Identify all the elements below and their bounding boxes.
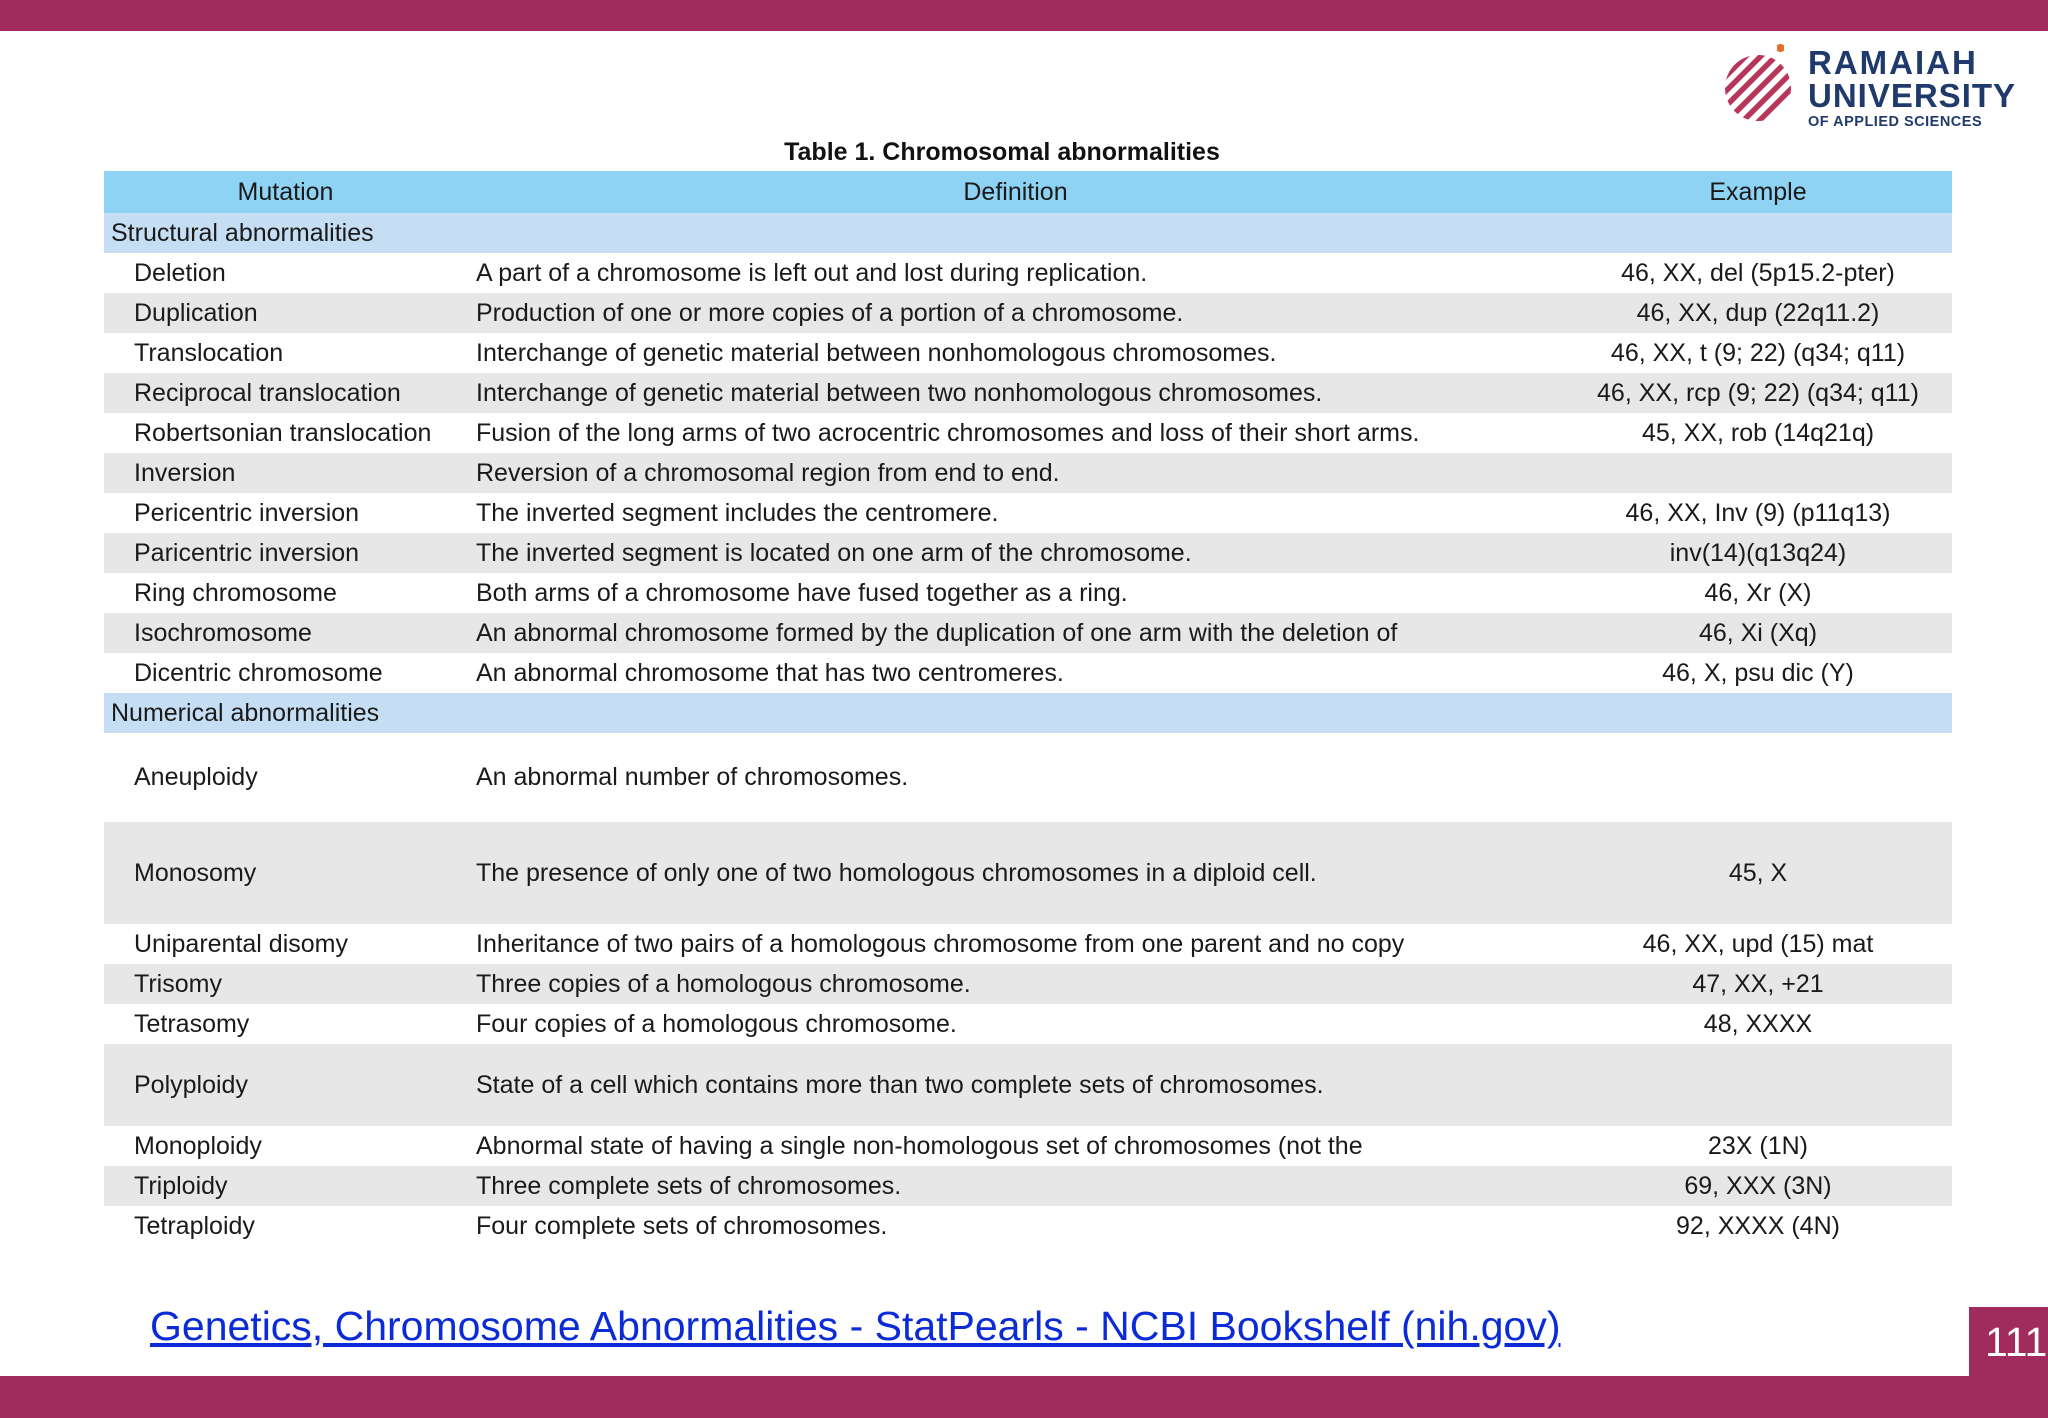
mutation-cell: Isochromosome bbox=[134, 618, 312, 647]
example-cell: 46, Xi (Xq) bbox=[1698, 618, 1818, 647]
table-row bbox=[104, 1166, 1952, 1206]
top-brand-bar bbox=[0, 0, 2048, 31]
table-row bbox=[104, 822, 1952, 924]
definition-cell: Four complete sets of chromosomes. bbox=[476, 1211, 888, 1240]
table-row bbox=[104, 1004, 1952, 1044]
definition-cell: An abnormal chromosome that has two centromeres. bbox=[476, 658, 1064, 687]
definition-cell: Fusion of the long arms of two acrocentric chromosomes and loss of their short arms. bbox=[476, 418, 1420, 447]
example-cell bbox=[1564, 453, 1952, 493]
example-cell: inv(14)(q13q24) bbox=[1669, 538, 1847, 567]
mutation-cell: Translocation bbox=[134, 338, 284, 367]
table-title-wrap bbox=[0, 138, 2048, 167]
mutation-cell: Duplication bbox=[134, 298, 258, 327]
table-row bbox=[104, 253, 1952, 293]
mutation-cell: Dicentric chromosome bbox=[134, 658, 383, 687]
definition-cell: Reversion of a chromosomal region from end to end. bbox=[476, 458, 1060, 487]
table-row bbox=[104, 373, 1952, 413]
section-row-structural bbox=[104, 213, 1952, 253]
example-cell: 46, Xr (X) bbox=[1704, 578, 1812, 607]
table-header-row bbox=[104, 171, 1952, 213]
definition-cell: Interchange of genetic material between nonhomologous chromosomes. bbox=[476, 338, 1277, 367]
logo-line-3: OF APPLIED SCIENCES bbox=[1808, 114, 1983, 130]
table-row bbox=[104, 1044, 1952, 1126]
table-row bbox=[104, 453, 1952, 493]
mutation-cell: Paricentric inversion bbox=[134, 538, 360, 567]
mutation-cell: Deletion bbox=[134, 258, 226, 287]
definition-cell: Interchange of genetic material between two nonhomologous chromosomes. bbox=[476, 378, 1323, 407]
mutation-cell: Tetraploidy bbox=[134, 1211, 255, 1240]
column-header-definition: Definition bbox=[963, 177, 1068, 206]
example-cell: 46, XX, dup (22q11.2) bbox=[1636, 298, 1880, 327]
table-row bbox=[104, 533, 1952, 573]
table-row bbox=[104, 413, 1952, 453]
definition-cell: State of a cell which contains more than two complete sets of chromosomes. bbox=[476, 1070, 1324, 1099]
example-cell: 47, XX, +21 bbox=[1692, 969, 1824, 998]
example-cell bbox=[1564, 1044, 1952, 1126]
definition-cell: Abnormal state of having a single non-homologous set of chromosomes (not the bbox=[476, 1131, 1363, 1160]
table-row bbox=[104, 613, 1952, 653]
example-cell: 45, XX, rob (14q21q) bbox=[1641, 418, 1875, 447]
example-cell: 46, XX, t (9; 22) (q34; q11) bbox=[1610, 338, 1906, 367]
definition-cell: Inheritance of two pairs of a homologous chromosome from one parent and no copy bbox=[476, 929, 1405, 958]
mutation-cell: Trisomy bbox=[134, 969, 222, 998]
example-cell: 46, XX, Inv (9) (p11q13) bbox=[1625, 498, 1891, 527]
mutation-cell: Pericentric inversion bbox=[134, 498, 360, 527]
chromosomal-abnormalities-table bbox=[104, 171, 1952, 1246]
logo-wordmark bbox=[1808, 46, 2016, 130]
table-title: Table 1. Chromosomal abnormalities bbox=[784, 138, 1220, 166]
mutation-cell: Inversion bbox=[134, 458, 236, 487]
example-cell: 69, XXX (3N) bbox=[1684, 1171, 1832, 1200]
definition-cell: The inverted segment includes the centromere. bbox=[476, 498, 999, 527]
definition-cell: Production of one or more copies of a portion of a chromosome. bbox=[476, 298, 1184, 327]
logo-emblem-icon bbox=[1722, 40, 1802, 132]
university-logo bbox=[1722, 40, 2022, 132]
example-cell: 46, X, psu dic (Y) bbox=[1662, 658, 1854, 687]
mutation-cell: Robertsonian translocation bbox=[134, 418, 432, 447]
mutation-cell: Reciprocal translocation bbox=[134, 378, 401, 407]
example-cell: 48, XXXX bbox=[1703, 1009, 1813, 1038]
table-row bbox=[104, 1126, 1952, 1166]
table-row bbox=[104, 964, 1952, 1004]
definition-cell: Both arms of a chromosome have fused together as a ring. bbox=[476, 578, 1128, 607]
mutation-cell: Polyploidy bbox=[134, 1070, 248, 1099]
page-number: 111 bbox=[1985, 1319, 2048, 1365]
source-link[interactable]: Genetics, Chromosome Abnormalities - StatPearls - NCBI Bookshelf (nih.gov) bbox=[150, 1303, 1561, 1349]
definition-cell: The presence of only one of two homologous chromosomes in a diploid cell. bbox=[476, 858, 1317, 887]
definition-cell: Four copies of a homologous chromosome. bbox=[476, 1009, 957, 1038]
table-row bbox=[104, 493, 1952, 533]
mutation-cell: Monosomy bbox=[134, 858, 257, 887]
example-cell: 23X (1N) bbox=[1707, 1131, 1809, 1160]
section-title: Structural abnormalities bbox=[111, 218, 374, 247]
table-row bbox=[104, 733, 1952, 822]
bottom-brand-bar bbox=[0, 1376, 2048, 1418]
definition-cell: Three copies of a homologous chromosome. bbox=[476, 969, 971, 998]
definition-cell: A part of a chromosome is left out and lost during replication. bbox=[476, 258, 1148, 287]
definition-cell: An abnormal chromosome formed by the duplication of one arm with the deletion of bbox=[476, 618, 1398, 647]
logo-line-1: RAMAIAH bbox=[1808, 44, 1978, 81]
example-cell bbox=[1564, 733, 1952, 822]
example-cell: 45, X bbox=[1728, 858, 1788, 887]
definition-cell: Three complete sets of chromosomes. bbox=[476, 1171, 902, 1200]
mutation-cell: Monoploidy bbox=[134, 1131, 262, 1160]
table-row bbox=[104, 924, 1952, 964]
definition-cell: An abnormal number of chromosomes. bbox=[476, 763, 909, 791]
mutation-cell: Aneuploidy bbox=[134, 763, 258, 791]
table-row bbox=[104, 1206, 1952, 1246]
table-row bbox=[104, 653, 1952, 693]
table-row bbox=[104, 573, 1952, 613]
page-number-box bbox=[1969, 1307, 2048, 1376]
column-header-mutation: Mutation bbox=[237, 177, 334, 206]
example-cell: 46, XX, del (5p15.2-pter) bbox=[1621, 258, 1895, 287]
mutation-cell: Ring chromosome bbox=[134, 578, 337, 607]
section-row-numerical bbox=[104, 693, 1952, 733]
example-cell: 92, XXXX (4N) bbox=[1676, 1211, 1840, 1240]
logo-line-2: UNIVERSITY bbox=[1808, 77, 2017, 114]
mutation-cell: Triploidy bbox=[134, 1171, 228, 1200]
section-title: Numerical abnormalities bbox=[111, 698, 380, 727]
mutation-cell: Tetrasomy bbox=[134, 1009, 250, 1038]
mutation-cell: Uniparental disomy bbox=[134, 929, 348, 958]
table-row bbox=[104, 333, 1952, 373]
example-cell: 46, XX, rcp (9; 22) (q34; q11) bbox=[1597, 378, 1919, 407]
example-cell: 46, XX, upd (15) mat bbox=[1642, 929, 1874, 958]
definition-cell: The inverted segment is located on one arm of the chromosome. bbox=[476, 538, 1192, 567]
table-row bbox=[104, 293, 1952, 333]
column-header-example: Example bbox=[1709, 177, 1807, 206]
